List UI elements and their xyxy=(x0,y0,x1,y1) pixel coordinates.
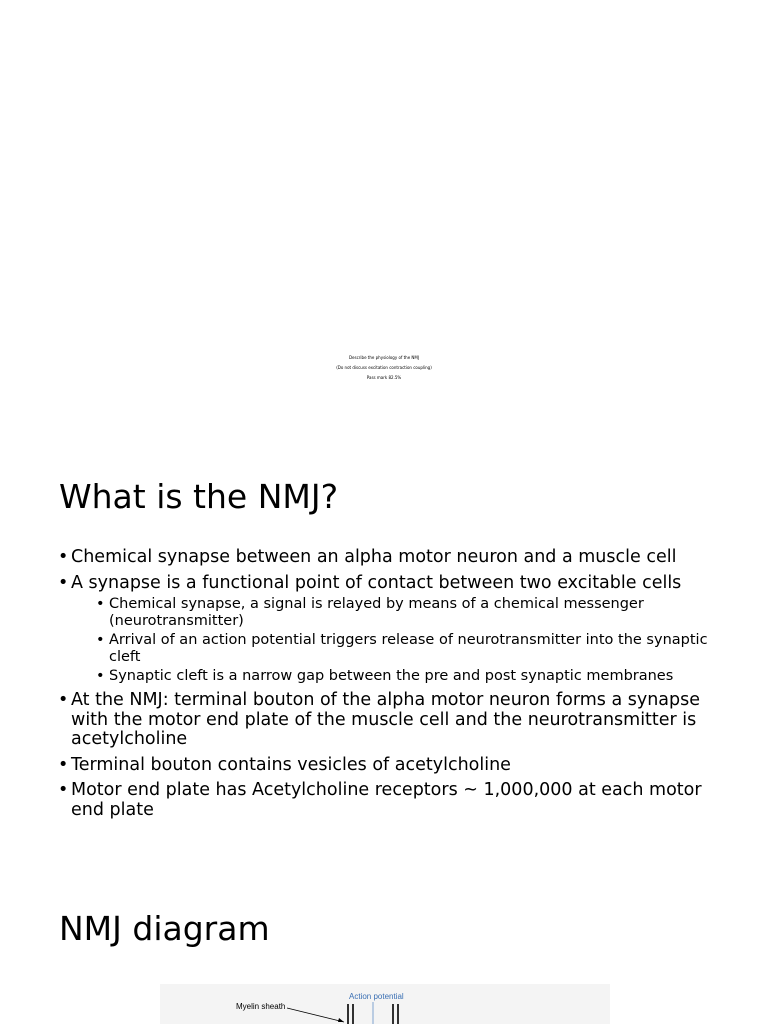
nmj-diagram-drawing xyxy=(160,984,610,1024)
slide1-pass-mark: Pass mark 82.5% xyxy=(366,375,402,380)
sub-bullet-synaptic-cleft: • Synaptic cleft is a narrow gap between the pre and post synaptic membranes xyxy=(96,668,718,685)
action-potential-label: Action potential xyxy=(349,992,404,1001)
bullet-motor-end-plate: • Motor end plate has Acetylcholine receptors ~ 1,000,000 at each motor end plate xyxy=(58,781,718,820)
slide1-instruction: (Do not discuss excitation contraction coupling) xyxy=(336,365,432,370)
myelin-sheath-label: Myelin sheath xyxy=(236,1002,286,1011)
myelin-pointer-arrowhead xyxy=(338,1018,344,1022)
slide2-title: What is the NMJ? xyxy=(59,477,339,516)
myelin-pointer-line xyxy=(287,1008,344,1022)
slide2-bullet-list xyxy=(58,548,718,826)
sub-bullet-list xyxy=(71,596,718,685)
slide3-title: NMJ diagram xyxy=(59,909,270,948)
nmj-diagram xyxy=(160,984,610,1024)
bullet-synapse-definition-text: A synapse is a functional point of contact between two excitable cells xyxy=(71,572,682,593)
bullet-terminal-bouton: • Terminal bouton contains vesicles of acetylcholine xyxy=(58,756,718,776)
bullet-synapse-definition xyxy=(58,574,718,686)
sub-bullet-action-potential: • Arrival of an action potential triggers release of neurotransmitter into the synaptic cleft xyxy=(96,632,718,666)
bullet-chemical-synapse: • Chemical synapse between an alpha motor neuron and a muscle cell xyxy=(58,548,718,568)
slide1-question: Describe the physiology of the NMJ xyxy=(348,355,420,360)
bullet-at-nmj: • At the NMJ: terminal bouton of the alpha motor neuron forms a synapse with the motor end plate of the muscle cell and the neurotransmitter is acetylcholine xyxy=(58,691,718,750)
sub-bullet-messenger: • Chemical synapse, a signal is relayed by means of a chemical messenger (neurotransmitter) xyxy=(96,596,718,630)
